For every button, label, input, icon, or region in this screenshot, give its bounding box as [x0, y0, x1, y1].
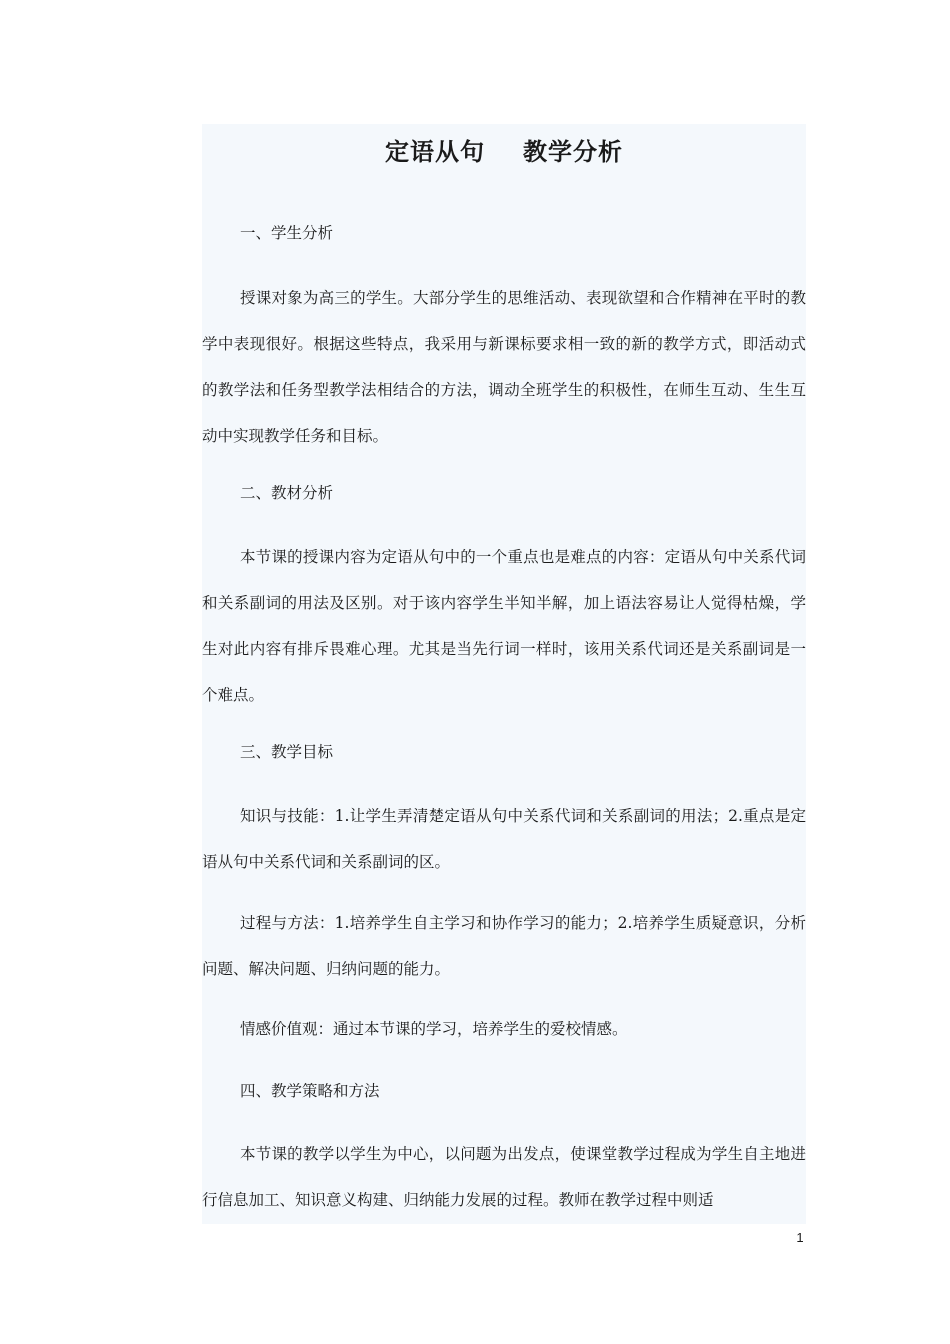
- section-heading-student-analysis: 一、学生分析: [240, 224, 334, 242]
- paragraph-process-methods: 过程与方法：1.培养学生自主学习和协作学习的能力；2.培养学生质疑意识，分析问题、解决问题、归纳问题的能力。: [202, 914, 806, 978]
- title-part-2: 教学分析: [523, 137, 623, 166]
- section-heading-strategies: 四、教学策略和方法: [240, 1082, 380, 1100]
- paragraph-knowledge-skills: 知识与技能：1.让学生弄清楚定语从句中关系代词和关系副词的用法；2.重点是定语从句中关系代词和关系副词的区。: [202, 807, 806, 871]
- section-heading-material-analysis: 二、教材分析: [240, 484, 334, 502]
- paragraph-material-analysis: 本节课的授课内容为定语从句中的一个重点也是难点的内容：定语从句中关系代词和关系副词的用法及区别。对于该内容学生半知半解，加上语法容易让人觉得枯燥，学生对此内容有排斥畏难心理。尤其是当先行词一样时，该用关系代词还是关系副词是一个难点。: [202, 548, 806, 704]
- paragraph-student-analysis: 授课对象为高三的学生。大部分学生的思维活动、表现欲望和合作精神在平时的教学中表现很好。根据这些特点，我采用与新课标要求相一致的新的教学方式，即活动式的教学法和任务型教学法相结合的方法，调动全班学生的积极性，在师生互动、生生互动中实现教学任务和目标。: [202, 289, 806, 445]
- paragraph-strategies: 本节课的教学以学生为中心，以问题为出发点，使课堂教学过程成为学生自主地进行信息加工、知识意义构建、归纳能力发展的过程。教师在教学过程中则适: [202, 1145, 806, 1209]
- document-title: [202, 132, 806, 172]
- paragraph-emotional-values: 情感价值观：通过本节课的学习，培养学生的爱校情感。: [240, 1020, 628, 1038]
- title-part-1: 定语从句: [385, 137, 485, 166]
- page-number: 1: [796, 1230, 804, 1245]
- section-heading-teaching-goals: 三、教学目标: [240, 743, 334, 761]
